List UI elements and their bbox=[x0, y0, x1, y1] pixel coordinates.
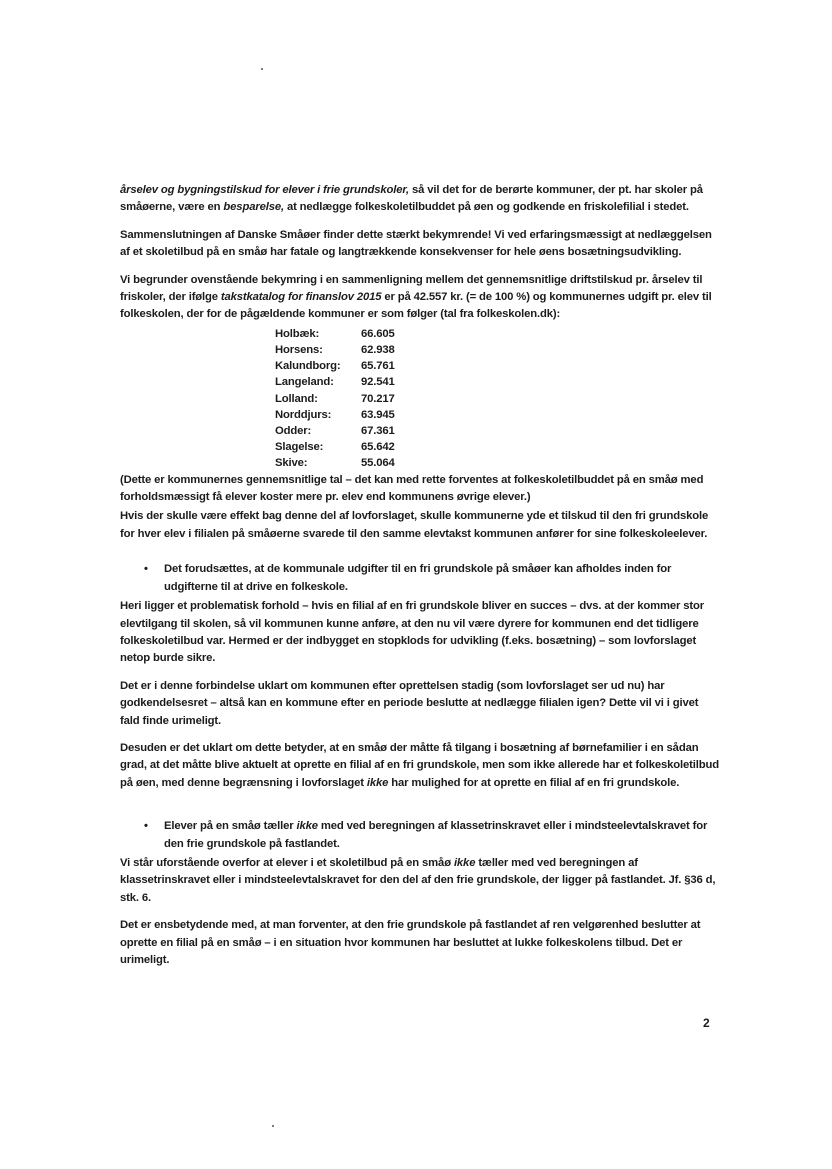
municipality-name: Odder: bbox=[275, 425, 312, 438]
paragraph-text: Vi begrunder ovenstående bekymring i en sammenligning mellem det gennemsnitlige driftstilskud pr. årselev til friskoler, der ifølge bbox=[120, 273, 703, 304]
table-row bbox=[275, 407, 421, 423]
municipality-name: Kalundborg: bbox=[275, 360, 341, 373]
municipality-name: Langeland: bbox=[275, 376, 334, 389]
italic-phrase: ikke bbox=[296, 820, 318, 833]
municipality-value: 92.541 bbox=[361, 376, 395, 389]
bullet-item-1 bbox=[144, 561, 720, 596]
bullet-item-2 bbox=[144, 818, 720, 853]
paragraph-text: Desuden er det uklart om dette betyder, at en småø der måtte få tilgang i bosætning af børnefamilier i en sådan grad, at det måtte blive aktuelt at oprette en filial af en fri grundskole, men som ikke allerede har et folkeskoletilbud på øen, med denne begrænsning i lovforslaget bbox=[120, 741, 719, 789]
municipality-cost-table bbox=[275, 326, 421, 472]
paragraph-text: så vil det for de berørte kommuner, der pt. har skoler på småøerne, være en bbox=[120, 184, 703, 214]
municipality-name: Holbæk: bbox=[275, 327, 320, 340]
municipality-value: 65.642 bbox=[361, 441, 395, 454]
paragraph-5: Hvis der skulle være effekt bag denne del af lovforslaget, skulle kommunerne yde et tilskud til den fri grundskole for hver elev i filialen på småøerne svarede til den samme elevtakst kommunen anfører for sine folkeskoleelever. bbox=[120, 510, 709, 540]
paragraph-text: Elever på en småø tæller bbox=[164, 820, 297, 833]
document-body bbox=[120, 182, 720, 979]
paragraph-4: (Dette er kommunernes gennemsnitlige tal – det kan med rette forventes at folkeskoletilbuddet på en småø med forholdsmæssigt få elever koster mere pr. elev end kommunens øvrige elever.) bbox=[120, 473, 704, 504]
paragraph-9 bbox=[120, 855, 720, 907]
italic-phrase: besparelse, bbox=[223, 201, 284, 214]
table-row bbox=[275, 423, 421, 439]
table-row bbox=[275, 358, 421, 374]
municipality-value: 62.938 bbox=[361, 344, 395, 357]
municipality-value: 63.945 bbox=[361, 408, 395, 421]
table-row bbox=[275, 374, 421, 390]
paragraph-3 bbox=[120, 272, 720, 324]
municipality-name: Horsens: bbox=[275, 344, 323, 357]
paragraph-text: med ved beregningen af klassetrinskravet eller i mindsteelevtalskravet for den frie grundskole på fastlandet. bbox=[164, 820, 708, 850]
paragraph-text: at nedlægge folkeskoletilbuddet på øen og godkende en friskolefilial i stedet. bbox=[283, 201, 689, 214]
paragraph-6: Heri ligger et problematisk forhold – hvis en filial af en fri grundskole bliver en succes – dvs. at der kommer stor elevtilgang til skolen, så vil kommunen kunne anføre, at den nu vil være dyrere for kommunen end det tidligere folkeskoletilbud var. Hermed er der indbygget en stopklods for udvikling (f.eks. bosætning) – som lovforslaget netop burde sikre. bbox=[120, 600, 705, 665]
table-row bbox=[275, 439, 421, 455]
page-number: 2 bbox=[703, 1016, 710, 1030]
table-row bbox=[275, 391, 421, 407]
municipality-value: 70.217 bbox=[361, 392, 395, 405]
paragraph-10: Det er ensbetydende med, at man forventer, at den frie grundskole på fastlandet af ren velgørenhed beslutter at oprette en filial på en småø – i en situation hvor kommunen har besluttet at lukke folkeskolens tilbud. Det er urimeligt. bbox=[120, 919, 701, 967]
municipality-value: 55.064 bbox=[361, 457, 395, 470]
paragraph-2: Sammenslutningen af Danske Småøer finder dette stærkt bekymrende! Vi ved erfaringsmæssigt at nedlæggelsen af et skoletilbud på en småø har fatale og langtrækkende konsekvenser for hele øens bosætningsudvikling. bbox=[120, 228, 712, 259]
paragraph-1 bbox=[120, 182, 720, 217]
italic-phrase: ikke bbox=[366, 776, 389, 789]
bullet-text: Det forudsættes, at de kommunale udgifter til en fri grundskole på småøer kan afholdes inden for udgifterne til at drive en folkeskole. bbox=[164, 563, 672, 593]
bullet-text bbox=[164, 818, 720, 853]
municipality-name: Skive: bbox=[275, 457, 308, 470]
italic-phrase: ikke bbox=[453, 856, 476, 869]
municipality-name: Slagelse: bbox=[275, 441, 324, 454]
bullet-icon: • bbox=[144, 563, 148, 576]
bullet-icon: • bbox=[144, 820, 148, 833]
paragraph-text: Vi står uforstående overfor at elever i et skoletilbud på en småø bbox=[120, 856, 454, 869]
scan-speck bbox=[261, 68, 263, 70]
table-row bbox=[275, 455, 421, 471]
table-row bbox=[275, 342, 421, 358]
municipality-value: 66.605 bbox=[361, 327, 395, 340]
italic-phrase: årselev og bygningstilskud for elever i frie grundskoler, bbox=[120, 184, 410, 196]
municipality-value: 67.361 bbox=[361, 425, 395, 438]
italic-phrase: takstkatalog for finanslov 2015 bbox=[220, 291, 382, 304]
municipality-name: Lolland: bbox=[275, 392, 318, 405]
paragraph-text: har mulighed for at oprette en filial af en fri grundskole. bbox=[388, 776, 680, 789]
municipality-name: Norddjurs: bbox=[275, 408, 332, 421]
scan-speck bbox=[272, 1125, 274, 1127]
paragraph-8 bbox=[120, 740, 720, 792]
table-row bbox=[275, 326, 421, 342]
paragraph-text: er på 42.557 kr. (= de 100 %) og kommunernes udgift pr. elev til folkeskolen, der for de pågældende kommuner er som følger (tal fra folkeskolen.dk): bbox=[120, 291, 712, 321]
paragraph-text: tæller med ved beregningen af klassetrinskravet eller i mindsteelevtalskravet for den del af den frie grundskole, der ligger på fastlandet. Jf. §36 d, stk. 6. bbox=[120, 856, 716, 904]
municipality-value: 65.761 bbox=[361, 360, 395, 373]
paragraph-7: Det er i denne forbindelse uklart om kommunen efter oprettelsen stadig (som lovforslaget ser ud nu) har godkendelsesret – altså kan en kommune efter en periode beslutte at nedlægge filialen igen? Dette vil vi i givet fald finde urimeligt. bbox=[120, 679, 699, 727]
